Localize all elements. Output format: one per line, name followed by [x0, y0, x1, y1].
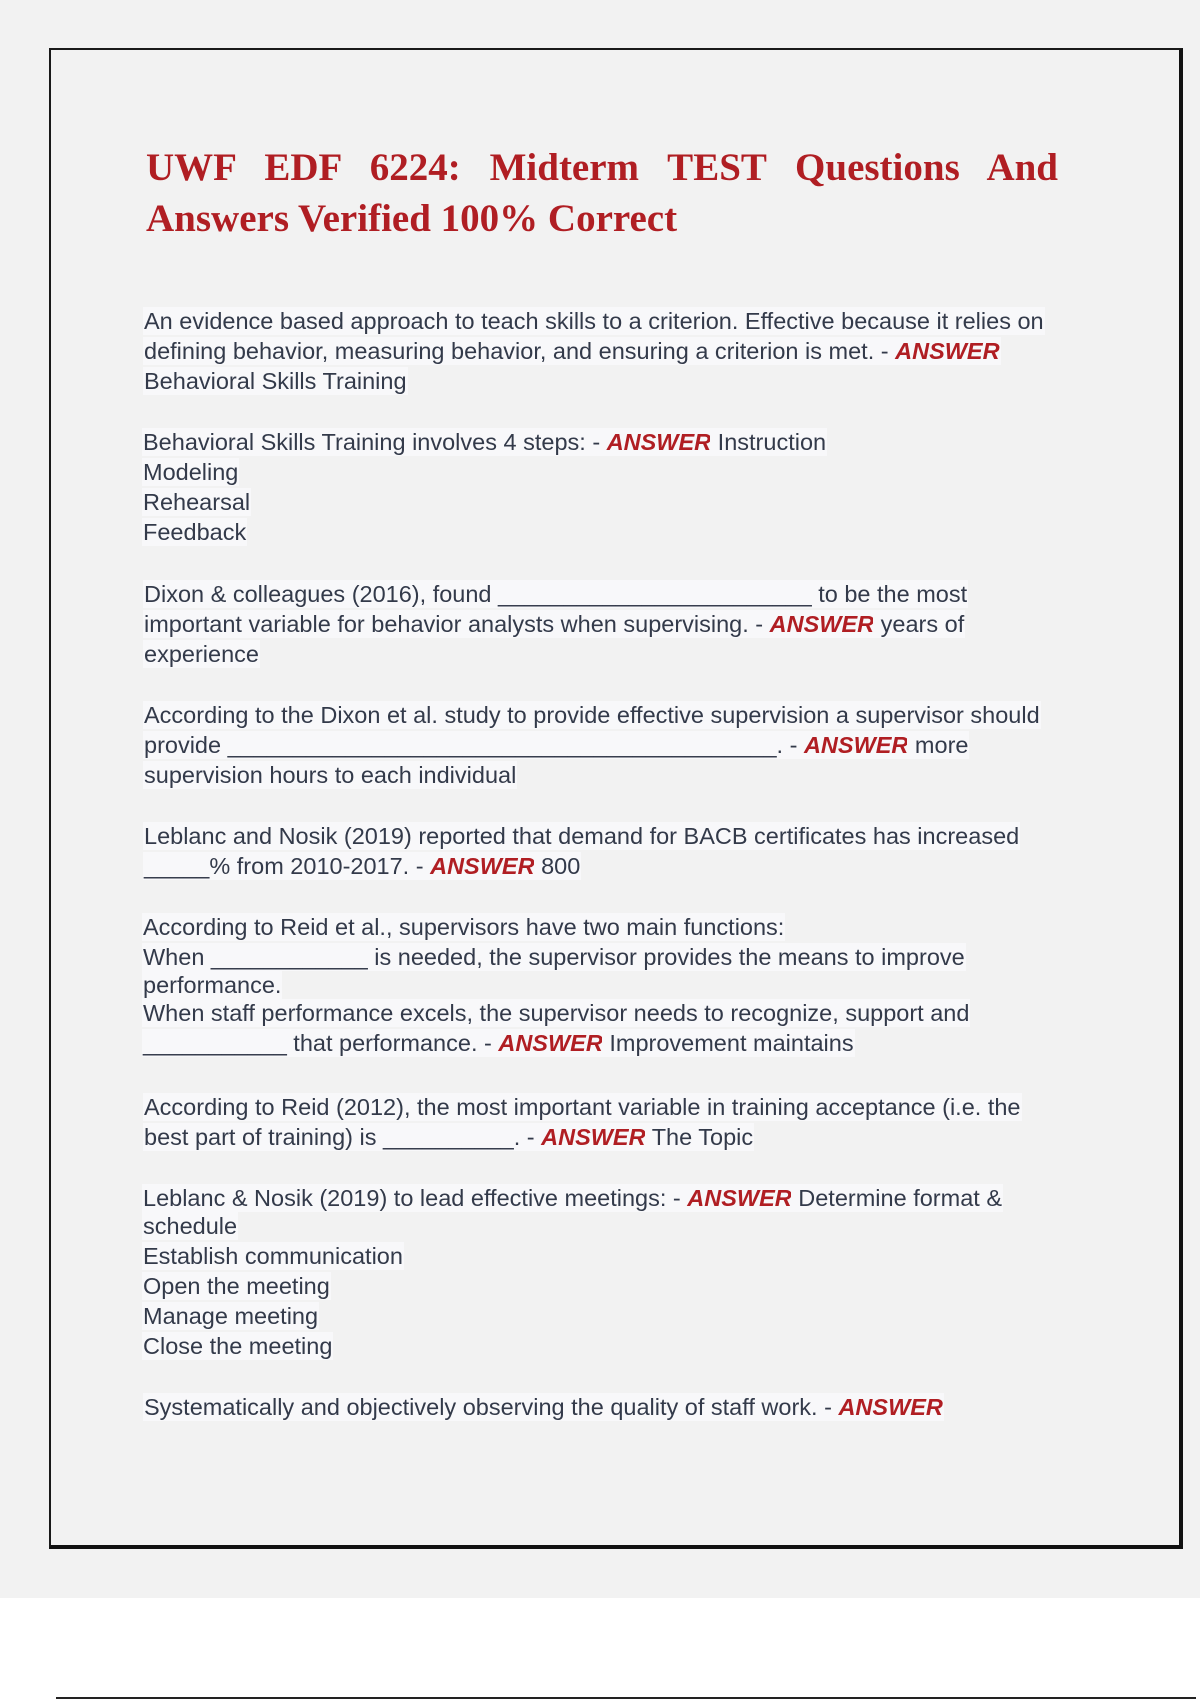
answer-label: ANSWER [895, 338, 1000, 364]
question-text: defining behavior, measuring behavior, and ensuring a criterion is met. - [144, 338, 896, 364]
answer-text: Instruction [711, 429, 827, 455]
title-line-1: UWF EDF 6224: Midterm TEST Questions And [146, 146, 1058, 189]
answer-text: Determine format & [791, 1185, 1002, 1211]
answer-text: years of [874, 611, 965, 637]
question-text: Behavioral Skills Training involves 4 steps: - [143, 429, 607, 455]
question-text: When staff performance excels, the supervisor needs to recognize, support and [143, 1000, 970, 1026]
question-text: performance. [143, 972, 282, 998]
question-text: _____% from 2010-2017. - [144, 853, 431, 879]
answer-label: ANSWER [769, 611, 875, 637]
answer-label: ANSWER [803, 732, 909, 758]
question-text: important variable for behavior analysts when supervising. - [144, 611, 770, 637]
qa-item-4 [144, 700, 1084, 790]
question-text: According to Reid (2012), the most important variable in training acceptance (i.e. the [144, 1094, 1021, 1120]
answer-text: Open the meeting [143, 1273, 330, 1299]
qa-item-2 [143, 427, 1083, 547]
answer-text: Modeling [143, 459, 239, 485]
answer-text: 800 [534, 853, 581, 879]
answer-text: The Topic [645, 1124, 754, 1150]
answer-label: ANSWER [606, 429, 712, 455]
answer-text: more [908, 732, 969, 758]
qa-item-9 [144, 1392, 1084, 1422]
answer-text: Establish communication [143, 1243, 403, 1269]
answer-text: schedule [143, 1213, 238, 1239]
question-text: Dixon & colleagues (2016), found ________________________ to be the most [144, 581, 968, 607]
question-text: According to Reid et al., supervisors have two main functions: [143, 914, 785, 940]
answer-text: Improvement maintains [602, 1030, 854, 1056]
document-title [146, 142, 1058, 244]
answer-label: ANSWER [541, 1124, 646, 1150]
answer-label: ANSWER [687, 1185, 792, 1211]
qa-item-8 [143, 1183, 1083, 1361]
answer-text: Feedback [143, 519, 247, 545]
answer-text: experience [144, 641, 259, 667]
answer-label: ANSWER [498, 1030, 603, 1056]
question-text: ___________ that performance. - [143, 1030, 499, 1056]
question-text: According to the Dixon et al. study to provide effective supervision a supervisor should [144, 702, 1040, 728]
question-text: Leblanc & Nosik (2019) to lead effective meetings: - [143, 1185, 688, 1211]
qa-item-6 [143, 912, 1083, 1058]
question-text: provide __________________________________________. - [144, 732, 804, 758]
question-text: best part of training) is __________. - [144, 1124, 542, 1150]
qa-item-5 [144, 821, 1084, 881]
title-line-2: Answers Verified 100% Correct [146, 197, 678, 240]
footer-rule [56, 1697, 1196, 1699]
question-text: An evidence based approach to teach skills to a criterion. Effective because it relies on [144, 308, 1044, 334]
answer-text: Behavioral Skills Training [144, 368, 407, 394]
answer-label: ANSWER [430, 853, 535, 879]
answer-text: Manage meeting [143, 1303, 319, 1329]
question-text: When ____________ is needed, the supervisor provides the means to improve [143, 944, 965, 970]
qa-item-7 [144, 1092, 1084, 1152]
answer-text: Rehearsal [143, 489, 251, 515]
qa-item-1 [144, 306, 1084, 396]
qa-item-3 [144, 579, 1084, 669]
answer-text: supervision hours to each individual [144, 762, 517, 788]
question-text: Systematically and objectively observing the quality of staff work. - [144, 1394, 839, 1420]
answer-label: ANSWER [838, 1394, 943, 1420]
answer-text: Close the meeting [143, 1333, 333, 1359]
question-text: Leblanc and Nosik (2019) reported that demand for BACB certificates has increased [144, 823, 1020, 849]
